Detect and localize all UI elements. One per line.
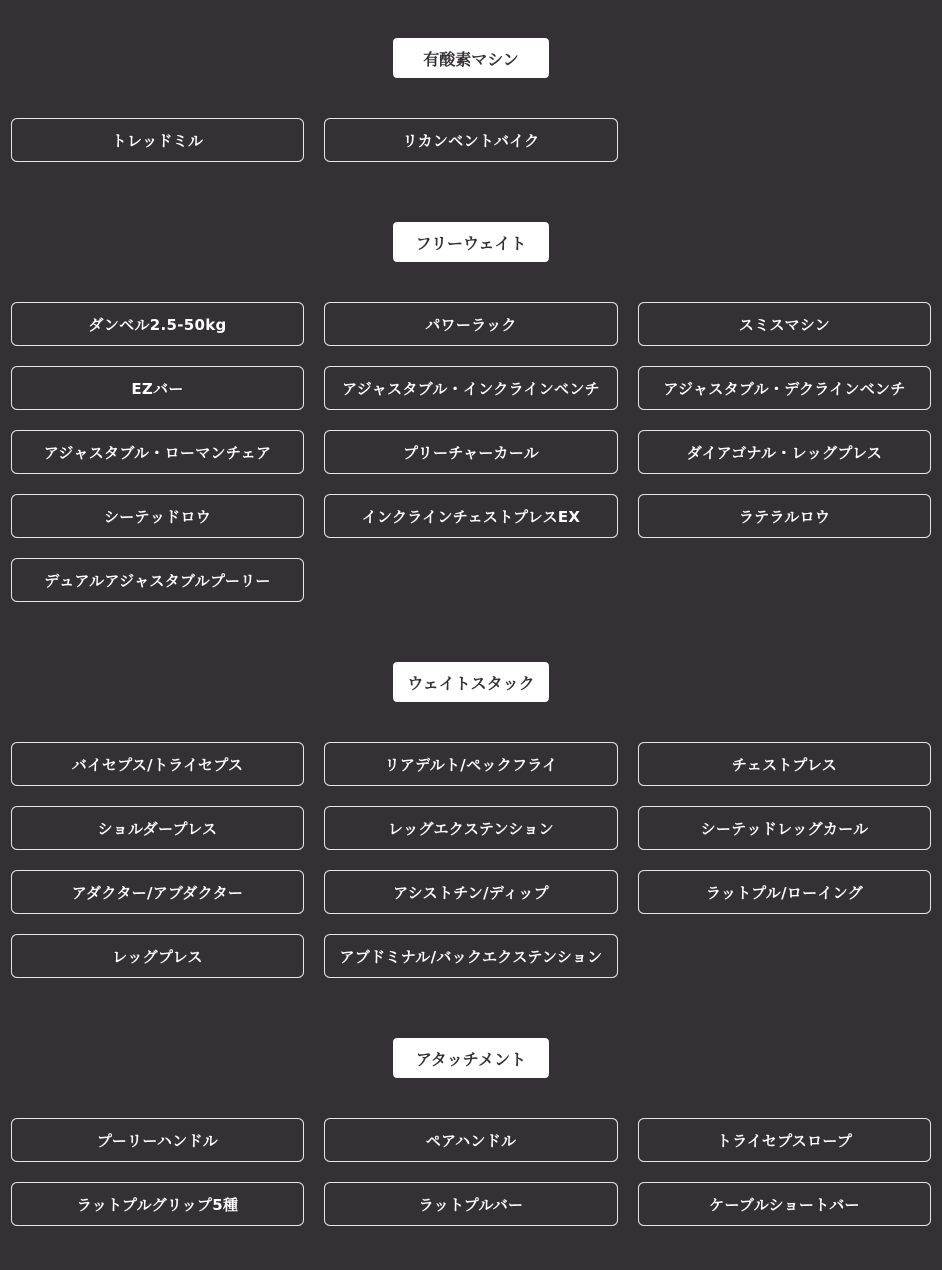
equipment-item[interactable]: ダンベル2.5-50kg xyxy=(11,302,304,346)
equipment-item[interactable]: ラットプル/ローイング xyxy=(638,870,931,914)
equipment-item[interactable]: リアデルト/ペックフライ xyxy=(324,742,618,786)
equipment-item[interactable]: トレッドミル xyxy=(11,118,304,162)
section-title-weight-stack: ウェイトスタック xyxy=(393,662,549,702)
equipment-grid-free-weights xyxy=(11,302,931,602)
equipment-item[interactable]: ラットプルバー xyxy=(324,1182,618,1226)
equipment-item[interactable]: プリーチャーカール xyxy=(324,430,618,474)
equipment-item[interactable]: シーテッドロウ xyxy=(11,494,304,538)
equipment-item[interactable]: レッグプレス xyxy=(11,934,304,978)
equipment-item[interactable]: アブドミナル/バックエクステンション xyxy=(324,934,618,978)
equipment-item[interactable]: バイセプス/トライセプス xyxy=(11,742,304,786)
equipment-item[interactable]: ショルダープレス xyxy=(11,806,304,850)
equipment-item[interactable]: プーリーハンドル xyxy=(11,1118,304,1162)
equipment-item[interactable]: スミスマシン xyxy=(638,302,931,346)
section-title-free-weights: フリーウェイト xyxy=(393,222,549,262)
equipment-item[interactable]: トライセプスロープ xyxy=(638,1118,931,1162)
equipment-item[interactable]: EZバー xyxy=(11,366,304,410)
section-title-attachments: アタッチメント xyxy=(393,1038,549,1078)
equipment-item[interactable]: ケーブルショートバー xyxy=(638,1182,931,1226)
equipment-item[interactable]: アジャスタブル・ローマンチェア xyxy=(11,430,304,474)
equipment-item[interactable]: アシストチン/ディップ xyxy=(324,870,618,914)
equipment-grid-weight-stack xyxy=(11,742,931,978)
equipment-grid-cardio xyxy=(11,118,931,162)
equipment-item[interactable]: ラテラルロウ xyxy=(638,494,931,538)
equipment-item[interactable]: シーテッドレッグカール xyxy=(638,806,931,850)
equipment-item[interactable]: ダイアゴナル・レッグプレス xyxy=(638,430,931,474)
equipment-item[interactable]: インクラインチェストプレスEX xyxy=(324,494,618,538)
equipment-item[interactable]: アジャスタブル・デクラインベンチ xyxy=(638,366,931,410)
equipment-grid-attachments xyxy=(11,1118,931,1226)
equipment-item[interactable]: リカンベントバイク xyxy=(324,118,618,162)
equipment-item[interactable]: パワーラック xyxy=(324,302,618,346)
section-title-cardio: 有酸素マシン xyxy=(393,38,549,78)
equipment-item[interactable]: ラットプルグリップ5種 xyxy=(11,1182,304,1226)
equipment-item[interactable]: デュアルアジャスタブルプーリー xyxy=(11,558,304,602)
equipment-item[interactable]: アダクター/アブダクター xyxy=(11,870,304,914)
equipment-item[interactable]: チェストプレス xyxy=(638,742,931,786)
equipment-item[interactable]: レッグエクステンション xyxy=(324,806,618,850)
equipment-item[interactable]: アジャスタブル・インクラインベンチ xyxy=(324,366,618,410)
equipment-item[interactable]: ペアハンドル xyxy=(324,1118,618,1162)
